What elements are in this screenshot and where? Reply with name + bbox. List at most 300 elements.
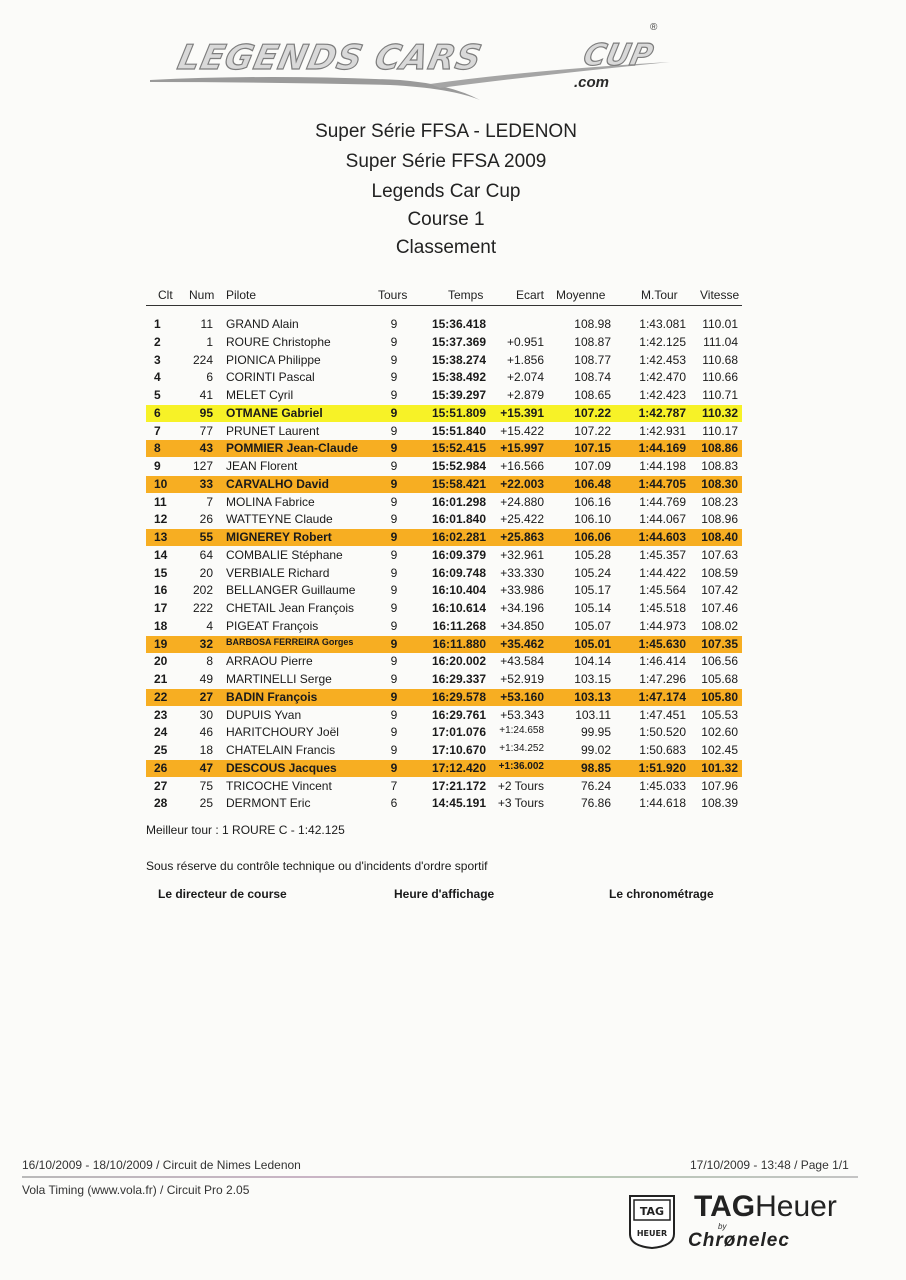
cell-avg-speed: 103.15	[574, 672, 611, 686]
cell-driver-name: BADIN François	[226, 689, 318, 704]
cell-best-lap-time: 1:47.296	[639, 672, 686, 686]
table-row	[146, 547, 742, 564]
cell-avg-speed: 105.14	[574, 601, 611, 615]
cell-gap: +53.160	[500, 689, 544, 704]
cell-laps: 9	[390, 743, 398, 757]
table-row	[146, 742, 742, 759]
cell-driver-name: OTMANE Gabriel	[226, 405, 323, 420]
cell-top-speed: 107.42	[701, 583, 738, 598]
logo-domain-text: .com	[574, 74, 610, 91]
cell-gap: +1:36.002	[498, 760, 544, 772]
cup-title: Legends Car Cup	[371, 181, 521, 202]
cell-position: 2	[154, 334, 161, 349]
cell-laps: 9	[390, 583, 398, 598]
cell-car-number: 27	[199, 689, 213, 704]
cell-avg-speed: 106.06	[574, 530, 611, 544]
cell-best-lap-time: 1:44.705	[638, 476, 686, 491]
table-row	[146, 405, 742, 422]
cell-laps: 9	[390, 725, 398, 740]
table-row	[146, 440, 742, 457]
cell-total-time: 16:10.404	[431, 583, 486, 598]
cell-gap: +22.003	[500, 476, 544, 491]
cell-car-number: 20	[199, 565, 213, 580]
table-row	[146, 494, 742, 511]
header-tours: Tours	[378, 288, 408, 302]
tag-heuer-by: by	[718, 1222, 727, 1231]
table-row	[146, 760, 742, 777]
table-row	[146, 689, 742, 706]
cell-total-time: 16:29.578	[431, 689, 486, 704]
cell-top-speed: 108.30	[701, 476, 738, 491]
header-vitesse: Vitesse	[700, 288, 740, 302]
table-row	[146, 618, 742, 635]
cell-car-number: 26	[199, 512, 213, 527]
cell-driver-name: CHATELAIN Francis	[226, 743, 336, 757]
cell-car-number: 4	[206, 618, 213, 633]
table-row	[146, 671, 742, 688]
cell-gap: +33.986	[500, 583, 544, 598]
cell-gap: +15.391	[500, 405, 544, 420]
cell-car-number: 32	[199, 636, 213, 651]
cell-top-speed: 101.32	[701, 760, 738, 775]
cell-top-speed: 105.68	[701, 672, 738, 686]
cell-avg-speed: 105.28	[574, 547, 611, 562]
cell-top-speed: 110.71	[702, 388, 738, 402]
cell-avg-speed: 103.11	[575, 707, 611, 722]
cell-driver-name: BARBOSA FERREIRA Gorges	[226, 636, 354, 647]
cell-position: 6	[154, 405, 161, 420]
cell-total-time: 16:10.614	[431, 601, 486, 615]
footer-divider	[22, 1176, 858, 1178]
cell-driver-name: PRUNET Laurent	[226, 423, 320, 438]
cell-top-speed: 108.40	[701, 530, 738, 544]
tag-heuer-wordmark	[694, 1190, 837, 1224]
cell-driver-name: POMMIER Jean-Claude	[226, 441, 359, 456]
header-clt: Clt	[158, 288, 173, 302]
table-row	[146, 352, 742, 369]
cell-laps: 9	[390, 547, 398, 562]
cell-gap: +1:24.658	[499, 725, 544, 737]
cell-position: 14	[154, 547, 168, 562]
cell-total-time: 15:37.369	[431, 334, 486, 349]
shield-tag-text: TAG	[639, 1205, 665, 1218]
cell-position: 5	[154, 388, 161, 402]
cell-laps: 6	[390, 796, 398, 811]
cell-total-time: 15:36.418	[431, 317, 486, 331]
cell-gap: +1:34.252	[499, 743, 544, 754]
table-row	[146, 476, 742, 493]
cell-car-number: 47	[199, 760, 213, 775]
cell-best-lap-time: 1:44.169	[638, 441, 686, 456]
cell-laps: 9	[390, 352, 398, 367]
footer-event-info: 16/10/2009 - 18/10/2009 / Circuit de Nimes Ledenon	[22, 1158, 301, 1172]
cell-avg-speed: 108.77	[574, 352, 611, 367]
cell-best-lap-time: 1:42.423	[639, 388, 686, 402]
cell-avg-speed: 99.95	[580, 725, 611, 740]
table-row	[146, 636, 742, 653]
cell-laps: 9	[390, 760, 398, 775]
table-row	[146, 653, 742, 670]
cell-avg-speed: 108.65	[574, 388, 611, 402]
cell-driver-name: COMBALIE Stéphane	[226, 547, 343, 562]
cell-gap: +43.584	[500, 654, 544, 669]
cell-gap: +53.343	[500, 707, 544, 722]
cell-best-lap-time: 1:45.033	[639, 778, 686, 793]
footer-software: Vola Timing (www.vola.fr) / Circuit Pro 2.05	[22, 1183, 250, 1197]
cell-driver-name: DUPUIS Yvan	[226, 707, 302, 722]
best-lap: Meilleur tour : 1 ROURE C - 1:42.125	[146, 823, 345, 837]
cell-top-speed: 110.66	[702, 370, 738, 385]
cell-car-number: 11	[200, 317, 213, 331]
cell-gap: +0.951	[506, 334, 544, 349]
sig-posting-time: Heure d'affichage	[394, 887, 495, 901]
cell-position: 12	[154, 512, 168, 527]
cell-best-lap-time: 1:45.564	[639, 583, 686, 598]
cell-laps: 7	[390, 778, 398, 793]
cell-driver-name: PIGEAT François	[226, 618, 319, 633]
cell-total-time: 17:10.670	[431, 743, 486, 757]
cell-total-time: 16:01.840	[431, 512, 486, 527]
table-row	[146, 600, 742, 617]
cell-gap: +16.566	[500, 459, 544, 473]
cell-driver-name: MELET Cyril	[226, 388, 294, 402]
cell-avg-speed: 107.22	[574, 423, 611, 438]
cell-best-lap-time: 1:47.174	[638, 689, 686, 704]
cell-total-time: 16:09.379	[431, 547, 486, 562]
cell-laps: 9	[390, 618, 398, 633]
cell-position: 20	[154, 654, 168, 669]
cell-top-speed: 108.39	[701, 796, 738, 811]
tag-heuer-rest: Heuer	[755, 1190, 837, 1223]
cell-total-time: 15:58.421	[431, 476, 486, 491]
cell-top-speed: 108.59	[701, 565, 738, 580]
cell-total-time: 16:11.268	[432, 618, 486, 633]
table-row	[146, 795, 742, 812]
cell-position: 16	[154, 583, 168, 598]
cell-total-time: 15:38.492	[431, 370, 486, 385]
sig-timekeeping: Le chronométrage	[609, 887, 714, 901]
shield-heuer-text: HEUER	[636, 1229, 668, 1238]
cell-gap: +3 Tours	[497, 796, 544, 811]
race-title: Course 1	[407, 209, 485, 230]
cell-total-time: 15:52.984	[431, 459, 486, 473]
table-row	[146, 724, 742, 741]
cell-car-number: 64	[199, 547, 213, 562]
tag-heuer-shield-icon	[628, 1194, 676, 1250]
cell-total-time: 16:11.880	[432, 636, 486, 651]
cell-top-speed: 105.80	[701, 689, 738, 704]
cell-position: 19	[154, 636, 168, 651]
cell-top-speed: 110.01	[702, 317, 738, 331]
cell-gap: +2 Tours	[497, 778, 544, 793]
cell-car-number: 18	[199, 743, 213, 757]
cell-gap: +34.196	[500, 601, 544, 615]
cell-best-lap-time: 1:45.630	[638, 636, 686, 651]
cell-driver-name: MIGNEREY Robert	[226, 530, 332, 544]
cell-driver-name: MARTINELLI Serge	[226, 672, 332, 686]
cell-position: 1	[154, 317, 161, 331]
cell-best-lap-time: 1:45.518	[639, 601, 686, 615]
table-row	[146, 511, 742, 528]
cell-driver-name: GRAND Alain	[226, 317, 299, 331]
chronelec-wordmark: Chrønelec	[688, 1230, 790, 1251]
cell-total-time: 15:52.415	[431, 441, 486, 456]
cell-top-speed: 107.35	[701, 636, 738, 651]
cell-avg-speed: 99.02	[580, 743, 611, 757]
reserve-note: Sous réserve du contrôle technique ou d'incidents d'ordre sportif	[146, 859, 488, 873]
cell-driver-name: PIONICA Philippe	[226, 352, 321, 367]
cell-car-number: 43	[199, 441, 213, 456]
cell-laps: 9	[390, 476, 398, 491]
header-num: Num	[189, 288, 215, 302]
cell-car-number: 224	[192, 352, 213, 367]
cell-total-time: 14:45.191	[431, 796, 486, 811]
cell-position: 21	[154, 672, 168, 686]
cell-total-time: 17:12.420	[431, 760, 486, 775]
cell-driver-name: VERBIALE Richard	[226, 565, 330, 580]
cell-driver-name: ROURE Christophe	[226, 334, 331, 349]
cell-best-lap-time: 1:44.067	[639, 512, 686, 527]
cell-top-speed: 108.83	[701, 459, 738, 473]
cell-position: 23	[154, 707, 168, 722]
cell-gap: +35.462	[500, 636, 544, 651]
cell-car-number: 222	[192, 601, 213, 615]
cell-laps: 9	[390, 423, 398, 438]
cell-avg-speed: 108.74	[574, 370, 611, 385]
cell-position: 4	[154, 370, 161, 385]
cell-total-time: 16:02.281	[431, 530, 486, 544]
cell-top-speed: 107.96	[701, 778, 738, 793]
cell-laps: 9	[390, 441, 398, 456]
cell-car-number: 8	[206, 654, 213, 669]
cell-avg-speed: 107.15	[574, 441, 611, 456]
cell-position: 10	[154, 476, 168, 491]
cell-best-lap-time: 1:44.973	[639, 618, 686, 633]
footer-print-info: 17/10/2009 - 13:48 / Page 1/1	[690, 1158, 849, 1172]
cell-position: 22	[154, 689, 168, 704]
cell-driver-name: BELLANGER Guillaume	[226, 583, 356, 598]
cell-total-time: 16:29.761	[431, 707, 486, 722]
cell-laps: 9	[390, 672, 398, 686]
cell-top-speed: 108.96	[701, 512, 738, 527]
header-pilote: Pilote	[226, 288, 257, 302]
cell-best-lap-time: 1:46.414	[639, 654, 686, 669]
cell-top-speed: 102.60	[701, 725, 738, 740]
cell-total-time: 16:20.002	[431, 654, 486, 669]
cell-car-number: 6	[206, 370, 213, 385]
cell-avg-speed: 105.17	[574, 583, 611, 598]
cell-best-lap-time: 1:44.422	[639, 565, 686, 580]
header-divider	[146, 305, 742, 306]
cell-best-lap-time: 1:44.769	[639, 494, 686, 509]
cell-best-lap-time: 1:44.198	[639, 459, 686, 473]
cell-car-number: 55	[199, 530, 213, 544]
cell-driver-name: HARITCHOURY Joël	[226, 725, 339, 740]
table-row	[146, 387, 742, 404]
cell-driver-name: MOLINA Fabrice	[226, 494, 315, 509]
cell-gap: +34.850	[500, 618, 544, 633]
cell-avg-speed: 104.14	[574, 654, 611, 669]
cell-driver-name: DERMONT Eric	[226, 796, 311, 811]
cell-avg-speed: 108.87	[574, 334, 611, 349]
cell-total-time: 15:39.297	[431, 388, 486, 402]
cell-gap: +2.879	[506, 388, 544, 402]
cell-best-lap-time: 1:50.683	[639, 743, 686, 757]
cell-laps: 9	[390, 512, 398, 527]
cell-top-speed: 110.32	[701, 405, 738, 420]
logo-cup-text: CUP	[580, 38, 657, 73]
cell-total-time: 15:51.840	[431, 423, 486, 438]
cell-total-time: 17:21.172	[431, 778, 486, 793]
cell-top-speed: 110.68	[702, 352, 738, 367]
cell-position: 26	[154, 760, 168, 775]
cell-car-number: 1	[206, 334, 213, 349]
cell-car-number: 25	[199, 796, 213, 811]
cell-best-lap-time: 1:51.920	[638, 760, 686, 775]
cell-avg-speed: 76.24	[580, 778, 611, 793]
cell-driver-name: TRICOCHE Vincent	[226, 778, 332, 793]
cell-best-lap-time: 1:47.451	[639, 707, 686, 722]
cell-avg-speed: 106.10	[574, 512, 611, 527]
cell-laps: 9	[390, 494, 398, 509]
cell-position: 25	[154, 743, 168, 757]
cell-gap: +2.074	[506, 370, 544, 385]
cell-top-speed: 108.02	[701, 618, 738, 633]
cell-laps: 9	[390, 707, 398, 722]
cell-best-lap-time: 1:42.470	[639, 370, 686, 385]
cell-driver-name: DESCOUS Jacques	[226, 760, 337, 775]
cell-top-speed: 107.63	[701, 547, 738, 562]
cell-total-time: 16:29.337	[431, 672, 486, 686]
cell-best-lap-time: 1:45.357	[639, 547, 686, 562]
cell-laps: 9	[390, 388, 398, 402]
cell-best-lap-time: 1:50.520	[639, 725, 686, 740]
table-row	[146, 582, 742, 599]
cell-avg-speed: 76.86	[580, 796, 611, 811]
logo-brand-text: LEGENDS CARS	[174, 38, 486, 78]
event-title: Super Série FFSA - LEDENON	[315, 121, 577, 142]
cell-driver-name: CARVALHO David	[226, 476, 329, 491]
cell-gap: +15.997	[500, 441, 544, 456]
header-ecart: Ecart	[516, 288, 545, 302]
cell-gap: +1.856	[506, 352, 544, 367]
cell-car-number: 202	[192, 583, 213, 598]
cell-laps: 9	[390, 601, 398, 615]
tag-heuer-bold: TAG	[694, 1190, 756, 1223]
cell-car-number: 77	[199, 423, 213, 438]
cell-car-number: 7	[206, 494, 213, 509]
cell-position: 17	[154, 601, 168, 615]
cell-top-speed: 110.17	[702, 423, 738, 438]
series-title: Super Série FFSA 2009	[345, 151, 547, 172]
cell-gap: +33.330	[500, 565, 544, 580]
cell-gap: +52.919	[500, 672, 544, 686]
table-row	[146, 565, 742, 582]
cell-total-time: 17:01.076	[431, 725, 486, 740]
cell-best-lap-time: 1:44.603	[638, 530, 686, 544]
cell-gap: +24.880	[500, 494, 544, 509]
table-row	[146, 458, 742, 475]
cell-top-speed: 102.45	[701, 743, 738, 757]
cell-best-lap-time: 1:44.618	[639, 796, 686, 811]
cell-gap: +25.863	[500, 530, 544, 544]
cell-top-speed: 105.53	[701, 707, 738, 722]
cell-avg-speed: 98.85	[580, 760, 611, 775]
cell-laps: 9	[390, 530, 398, 544]
cell-best-lap-time: 1:43.081	[639, 317, 686, 331]
cell-car-number: 41	[199, 388, 213, 402]
cell-top-speed: 108.23	[701, 494, 738, 509]
cell-laps: 9	[390, 370, 398, 385]
cell-position: 8	[154, 441, 161, 456]
cell-gap: +15.422	[500, 423, 544, 438]
cell-total-time: 16:01.298	[431, 494, 486, 509]
header-moyenne: Moyenne	[556, 288, 606, 302]
table-row	[146, 316, 742, 333]
cell-avg-speed: 106.48	[574, 476, 611, 491]
cell-driver-name: WATTEYNE Claude	[226, 512, 333, 527]
table-row	[146, 778, 742, 795]
cell-avg-speed: 105.24	[574, 565, 611, 580]
cell-car-number: 95	[199, 405, 213, 420]
cell-position: 15	[154, 565, 168, 580]
cell-driver-name: CHETAIL Jean François	[226, 601, 355, 615]
cell-position: 27	[154, 778, 168, 793]
cell-position: 24	[154, 725, 168, 740]
table-row	[146, 334, 742, 351]
cell-total-time: 16:09.748	[431, 565, 486, 580]
cell-driver-name: ARRAOU Pierre	[226, 654, 313, 669]
cell-top-speed: 106.56	[701, 654, 738, 669]
cell-driver-name: CORINTI Pascal	[226, 370, 315, 385]
registered-mark: ®	[650, 22, 658, 33]
cell-car-number: 127	[192, 459, 213, 473]
cell-top-speed: 111.04	[703, 334, 738, 349]
cell-car-number: 33	[199, 476, 213, 491]
cell-laps: 9	[390, 565, 398, 580]
cell-best-lap-time: 1:42.125	[639, 334, 686, 349]
table-row	[146, 369, 742, 386]
cell-car-number: 46	[199, 725, 213, 740]
cell-laps: 9	[390, 654, 398, 669]
cell-laps: 9	[390, 317, 398, 331]
cell-avg-speed: 105.07	[574, 618, 611, 633]
cell-position: 18	[154, 618, 168, 633]
cell-position: 9	[154, 459, 161, 473]
cell-laps: 9	[390, 689, 398, 704]
cell-best-lap-time: 1:42.453	[639, 352, 686, 367]
cell-position: 7	[154, 423, 161, 438]
cell-avg-speed: 107.22	[574, 405, 611, 420]
cell-best-lap-time: 1:42.931	[639, 423, 686, 438]
cell-position: 13	[154, 530, 168, 544]
cell-avg-speed: 103.13	[574, 689, 611, 704]
cell-position: 28	[154, 796, 168, 811]
cell-gap: +32.961	[500, 547, 544, 562]
header-mtour: M.Tour	[641, 288, 678, 302]
cell-laps: 9	[390, 459, 398, 473]
cell-car-number: 49	[199, 672, 213, 686]
cell-best-lap-time: 1:42.787	[638, 405, 686, 420]
cell-avg-speed: 106.16	[574, 494, 611, 509]
cell-driver-name: JEAN Florent	[226, 459, 298, 473]
cell-position: 11	[154, 494, 167, 509]
cell-total-time: 15:38.274	[431, 352, 486, 367]
cell-top-speed: 108.86	[701, 441, 738, 456]
cell-top-speed: 107.46	[701, 601, 738, 615]
table-row	[146, 423, 742, 440]
cell-car-number: 30	[199, 707, 213, 722]
